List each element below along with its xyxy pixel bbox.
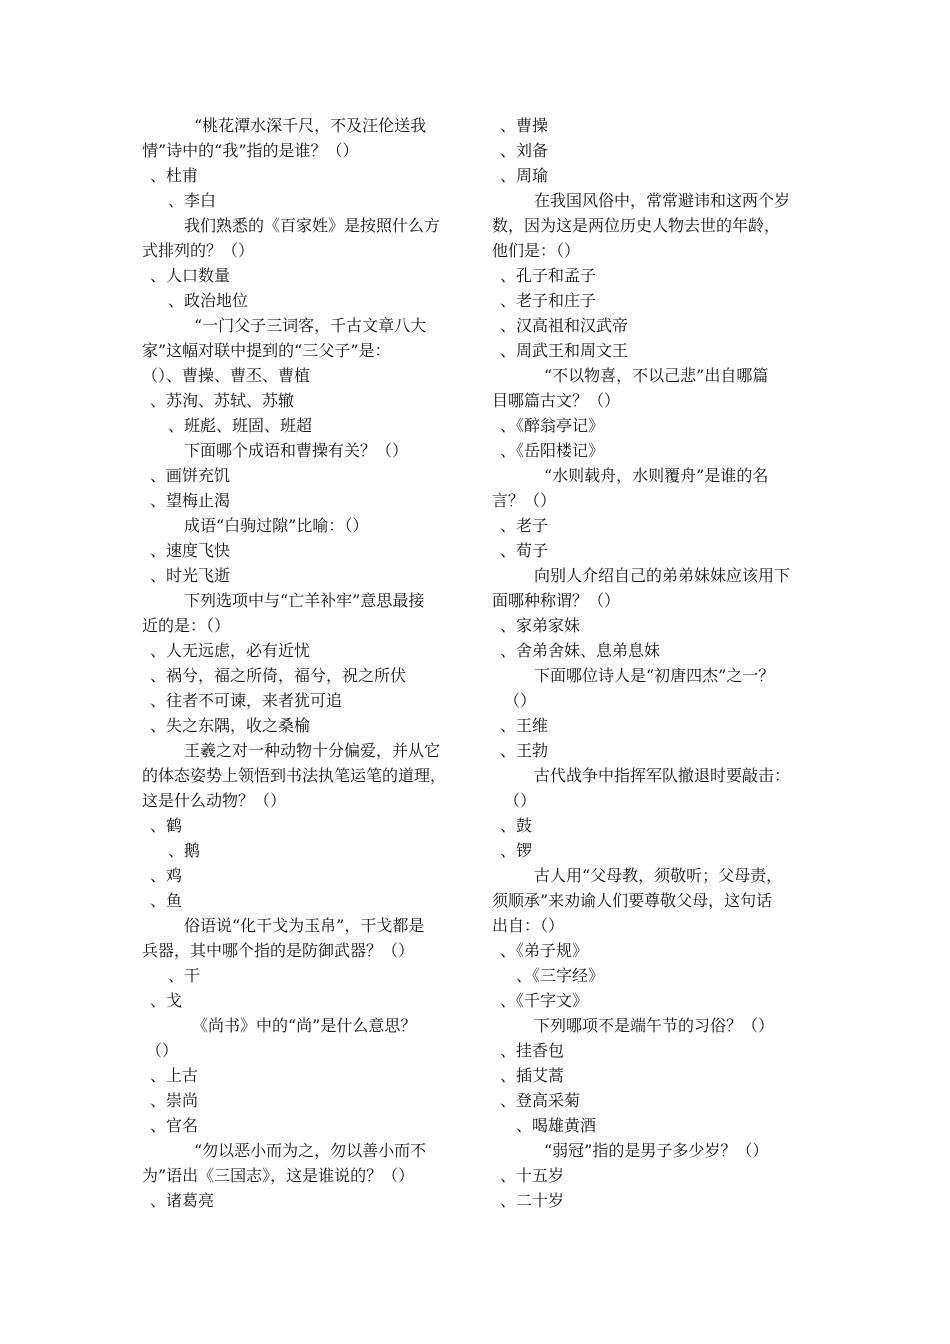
text-line: 、喝雄黄酒	[516, 1116, 597, 1135]
text-line: 、挂香包	[500, 1041, 565, 1060]
text-line: 、刘备	[500, 141, 549, 160]
text-line: 、《三字经》	[516, 966, 605, 985]
text-line: 、十五岁	[500, 1166, 565, 1185]
text-line: 、《弟子规》	[500, 941, 589, 960]
text-line: 须顺承”来劝谕人们要尊敬父母，这句话	[492, 891, 773, 910]
text-line: 、苏洵、苏轼、苏辙	[150, 391, 295, 410]
text-line: 式排列的？（）	[142, 241, 255, 260]
text-line: 、鹤	[150, 816, 183, 835]
text-line: 、戈	[150, 991, 183, 1010]
text-line: 为”语出《三国志》，这是谁说的？（）	[142, 1166, 415, 1185]
text-line: 、《千字文》	[500, 991, 589, 1010]
text-line: 、鱼	[150, 891, 183, 910]
text-line: 下面哪位诗人是“初唐四杰”之一？	[534, 666, 775, 685]
text-line: “水则载舟，水则覆舟”是谁的名	[544, 466, 769, 485]
text-line: “一门父子三词客，千古文章八大	[194, 316, 427, 335]
text-line: 言？（）	[492, 491, 557, 510]
text-line: 、李白	[168, 191, 217, 210]
text-line: 、鸡	[150, 866, 183, 885]
text-line: 《尚书》中的“尚”是什么意思？	[192, 1016, 417, 1035]
text-line: 、鹅	[168, 841, 201, 860]
text-line: 、上古	[150, 1066, 199, 1085]
text-line: 的体态姿势上领悟到书法执笔运笔的道理，	[142, 766, 447, 785]
text-line: 、《岳阳楼记》	[500, 441, 605, 460]
text-line: 数，因为这是两位历史人物去世的年龄，	[492, 216, 781, 235]
text-line: 这是什么动物？（）	[142, 791, 287, 810]
text-line: 、诸葛亮	[150, 1191, 215, 1210]
text-line: “勿以恶小而为之，勿以善小而不	[194, 1141, 427, 1160]
text-line: 目哪篇古文？（）	[492, 391, 621, 410]
text-line: （）	[504, 791, 537, 810]
text-line: 、干	[168, 966, 201, 985]
text-line: 、荀子	[500, 541, 549, 560]
text-line: 向别人介绍自己的弟弟妹妹应该用下	[534, 566, 791, 585]
text-line: 、王勃	[500, 741, 549, 760]
text-line: 、家弟家妹	[500, 616, 581, 635]
text-line: 兵器，其中哪个指的是防御武器？（）	[142, 941, 415, 960]
text-line: “弱冠”指的是男子多少岁？（）	[544, 1141, 769, 1160]
text-line: 、登高采菊	[500, 1091, 581, 1110]
text-line: 、锣	[500, 841, 533, 860]
text-line: “不以物喜，不以己悲”出自哪篇	[544, 366, 769, 385]
text-line: 他们是：（）	[492, 241, 581, 260]
text-line: 、王维	[500, 716, 549, 735]
text-line: 下列选项中与“亡羊补牢”意思最接	[184, 591, 425, 610]
text-line: 、人口数量	[150, 266, 231, 285]
text-line: 、曹操	[500, 116, 549, 135]
text-line: 、二十岁	[500, 1191, 565, 1210]
text-line: 、孔子和孟子	[500, 266, 597, 285]
text-line: 、舍弟舍妹、息弟息妹	[500, 641, 661, 660]
text-line: 出自：（）	[492, 916, 565, 935]
text-line: 家”这幅对联中提到的“三父子”是：	[142, 341, 391, 360]
text-line: （）、曹操、曹丕、曹植	[142, 366, 311, 385]
text-line: 古人用“父母教，须敬听；父母责，	[534, 866, 783, 885]
text-line: 成语“白驹过隙”比喻：（）	[184, 516, 369, 535]
text-line: 、往者不可谏，来者犹可追	[150, 691, 343, 710]
text-line: 近的是：（）	[142, 616, 231, 635]
text-line: 、官名	[150, 1116, 199, 1135]
text-line: 在我国风俗中，常常避讳和这两个岁	[534, 191, 791, 210]
text-line: 、人无远虑，必有近忧	[150, 641, 311, 660]
text-line: 、《醉翁亭记》	[500, 416, 605, 435]
text-line: 、祸兮，福之所倚，福兮，祝之所伏	[150, 666, 407, 685]
text-line: 情”诗中的“我”指的是谁？（）	[142, 141, 359, 160]
text-line: 、望梅止渴	[150, 491, 231, 510]
text-line: 、老子	[500, 516, 549, 535]
text-line: 我们熟悉的《百家姓》是按照什么方	[184, 216, 441, 235]
text-line: 王羲之对一种动物十分偏爱，并从它	[184, 741, 441, 760]
left-column	[142, 113, 467, 1213]
text-line: 、杜甫	[150, 166, 199, 185]
text-line: 、画饼充饥	[150, 466, 231, 485]
text-line: 、崇尚	[150, 1091, 199, 1110]
text-line: 、鼓	[500, 816, 533, 835]
text-line: 古代战争中指挥军队撤退时要敲击：	[534, 766, 791, 785]
text-line: 、老子和庄子	[500, 291, 597, 310]
text-line: 下列哪项不是端午节的习俗？（）	[534, 1016, 775, 1035]
text-line: （）	[146, 1041, 179, 1060]
text-line: 、速度飞快	[150, 541, 231, 560]
text-line: 俗语说“化干戈为玉帛”，干戈都是	[184, 916, 425, 935]
text-line: 、时光飞逝	[150, 566, 231, 585]
text-line: 、班彪、班固、班超	[168, 416, 313, 435]
text-line: 、汉高祖和汉武帝	[500, 316, 629, 335]
text-line: “桃花潭水深千尺，不及汪伦送我	[194, 116, 427, 135]
text-line: 、周瑜	[500, 166, 549, 185]
right-column	[492, 113, 817, 1213]
text-line: 面哪种称谓？（）	[492, 591, 621, 610]
text-line: 、周武王和周文王	[500, 341, 629, 360]
text-line: 下面哪个成语和曹操有关？（）	[184, 441, 409, 460]
text-line: 、失之东隅，收之桑榆	[150, 716, 311, 735]
text-line: 、插艾蒿	[500, 1066, 565, 1085]
text-line: 、政治地位	[168, 291, 249, 310]
text-line: （）	[504, 691, 537, 710]
